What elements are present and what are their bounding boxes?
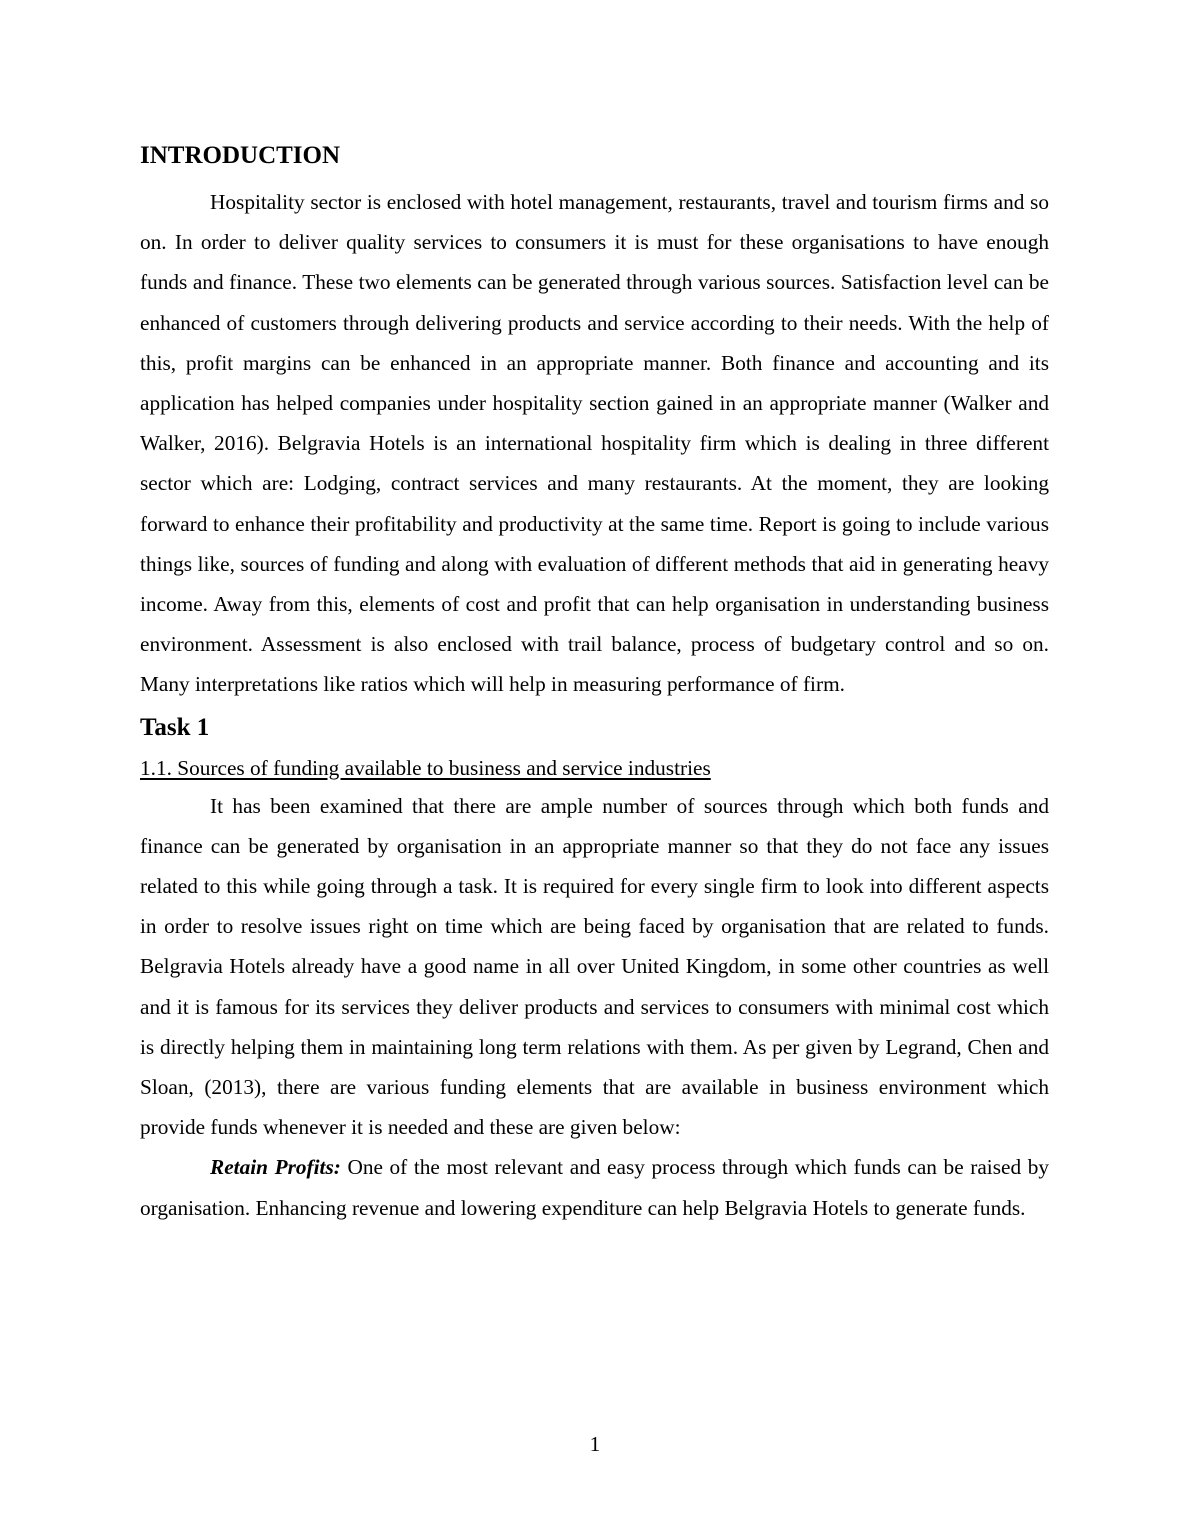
- page-content: [140, 140, 1049, 1228]
- page-number: 1: [589, 1432, 601, 1456]
- section-heading: [140, 750, 1049, 786]
- retain-profits-paragraph: [140, 1147, 1049, 1227]
- retain-profits-text: One of the most relevant and easy process through which funds can be raised by organisation. Enhancing revenue and lowering expenditure can help Belgravia Hotels to generate funds.: [140, 1155, 1049, 1220]
- funding-sources-paragraph: It has been examined that there are ample number of sources through which both funds and finance can be generated by organisation in an appropriate manner so that they do not face any issues related to this while going through a task. It is required for every single firm to look into different aspects in order to resolve issues right on time which are being faced by organisation that are related to funds. Belgravia Hotels already have a good name in all over United Kingdom, in some other countries as well and it is famous for its services they deliver products and services to consumers with minimal cost which is directly helping them in maintaining long term relations with them. As per given by Legrand, Chen and Sloan, (2013), there are various funding elements that are available in business environment which provide funds whenever it is needed and these are given below:: [140, 793, 1049, 1140]
- task-heading: Task 1: [140, 713, 210, 741]
- section-heading-text: 1.1. Sources of funding available to business and service industries: [140, 755, 711, 780]
- introduction-heading: INTRODUCTION: [140, 142, 341, 169]
- retain-profits-label: Retain Profits:: [210, 1155, 341, 1180]
- introduction-paragraph: Hospitality sector is enclosed with hotel management, restaurants, travel and tourism firms and so on. In order to deliver quality services to consumers it is must for these organisations to have enough funds and finance. These two elements can be generated through various sources. Satisfaction level can be enhanced of customers through delivering products and service according to their needs. With the help of this, profit margins can be enhanced in an appropriate manner. Both finance and accounting and its application has helped companies under hospitality section gained in an appropriate manner (Walker and Walker, 2016). Belgravia Hotels is an international hospitality firm which is dealing in three different sector which are: Lodging, contract services and many restaurants. At the moment, they are looking forward to enhance their profitability and productivity at the same time. Report is going to include various things like, sources of funding and along with evaluation of different methods that aid in generating heavy income. Away from this, elements of cost and profit that can help organisation in understanding business environment. Assessment is also enclosed with trail balance, process of budgetary control and so on. Many interpretations like ratios which will help in measuring performance of firm.: [140, 190, 1049, 697]
